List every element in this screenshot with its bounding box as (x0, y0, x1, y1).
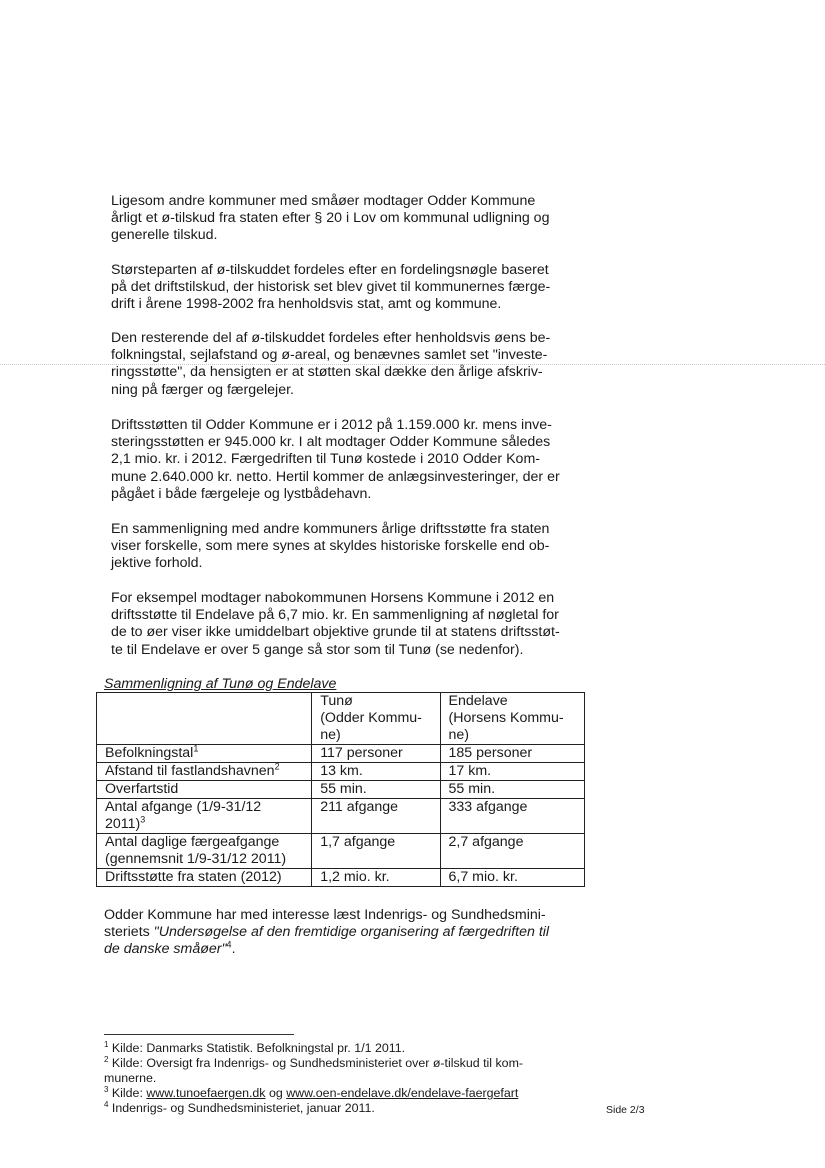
row-label: Befolkningstal (105, 745, 194, 761)
text-line: drift i årene 1998-2002 fra henholdsvis stat, amt og kommune. (111, 296, 502, 313)
footnote-number: 3 (104, 1084, 109, 1094)
table-caption: Sammenligning af Tunø og Endelave (104, 676, 337, 692)
row-label: Afstand til fastlandshavnen (105, 763, 275, 779)
header-line: (Horsens Kommu- (448, 710, 564, 726)
header-line: (Odder Kommu- (320, 710, 422, 726)
table-header-row (97, 693, 585, 745)
row-label: 2011) (105, 816, 141, 832)
footnote-text: Kilde: (108, 1086, 147, 1100)
row-label: Driftsstøtte fra staten (2012) (105, 869, 282, 885)
endelave-value-cell: 55 min. (440, 781, 584, 799)
link-tunoefaergen[interactable]: www.tunoefaergen.dk (146, 1086, 266, 1100)
text-line: viser forskelle, som mere synes at skyldes historiske forskelle end ob- (111, 538, 550, 555)
text-line (104, 941, 584, 958)
table-header-empty-cell (97, 693, 312, 745)
page-number: Side 2/3 (606, 1104, 645, 1116)
row-label: Antal afgange (1/9-31/12 (105, 799, 262, 815)
tuno-value-cell: 117 personer (312, 745, 440, 763)
text-line: steringsstøtten er 945.000 kr. I alt modtager Odder Kommune således (111, 434, 551, 451)
endelave-value-cell: 185 personer (440, 745, 584, 763)
footnote-4 (104, 1101, 564, 1116)
header-line: Endelave (448, 693, 508, 709)
text-fragment: steriets (104, 924, 154, 941)
footnotes (104, 1041, 564, 1116)
text-line: årligt et ø-tilskud fra staten efter § 20 i Lov om kommunal udligning og (111, 210, 550, 227)
footnote-text: Kilde: Oversigt fra Indenrigs- og Sundhedsministeriet over ø-tilskud til kom- (108, 1056, 524, 1070)
footnote-3 (104, 1086, 564, 1101)
text-line: driftsstøtte til Endelave på 6,7 mio. kr. En sammenligning af nøgletal for (111, 607, 559, 624)
endelave-value-cell: 333 afgange (440, 799, 584, 834)
tuno-value-cell: 211 afgange (312, 799, 440, 834)
tuno-value-cell: 1,7 afgange (312, 834, 440, 869)
text-line: ning på færger og færgelejer. (111, 381, 294, 398)
footnote-text: Indenrigs- og Sundhedsministeriet, januar 2011. (108, 1101, 375, 1115)
text-line: Driftsstøtten til Odder Kommune er i 2012 på 1.159.000 kr. mens inve- (111, 417, 552, 433)
table-header-endelave (440, 693, 584, 745)
text-line: Størsteparten af ø-tilskuddet fordeles efter en fordelingsnøgle baseret (111, 262, 549, 278)
paragraph-investment-support (111, 330, 581, 399)
text-line: Ligesom andre kommuner med småøer modtager Odder Kommune (111, 193, 536, 209)
table-row (97, 763, 585, 781)
table-row (97, 869, 585, 887)
paragraph-comparison (111, 521, 581, 573)
row-label-line2 (105, 816, 307, 833)
text-line: te til Endelave er over 5 gange så stor som til Tunø (se nedenfor). (111, 641, 524, 658)
row-label-cell (97, 869, 312, 887)
tuno-value-cell: 1,2 mio. kr. (312, 869, 440, 887)
row-label: (gennemsnit 1/9-31/12 2011) (105, 851, 287, 867)
report-title: de danske småøer" (104, 941, 227, 958)
text-line: For eksempel modtager nabokommunen Horsens Kommune i 2012 en (111, 590, 555, 606)
text-line: mune 2.640.000 kr. netto. Hertil kommer de anlægsinvesteringer, der er (111, 468, 560, 485)
paragraph-distribution-key (111, 262, 581, 314)
row-label-cell (97, 834, 312, 869)
endelave-value-cell: 17 km. (440, 763, 584, 781)
table-row (97, 799, 585, 834)
endelave-value-cell: 2,7 afgange (440, 834, 584, 869)
header-line: Tunø (320, 693, 353, 709)
footnote-text: Kilde: Danmarks Statistik. Befolkningstal pr. 1/1 2011. (108, 1041, 406, 1055)
text-line: 2,1 mio. kr. i 2012. Færgedriften til Tunø kostede i 2010 Odder Kom- (111, 451, 540, 468)
header-line: ne) (320, 727, 341, 743)
footnote-ref: 3 (140, 814, 146, 825)
row-label-cell (97, 799, 312, 834)
text-line (104, 924, 584, 941)
paragraph-operating-support (111, 417, 581, 503)
text-line: generelle tilskud. (111, 227, 218, 244)
report-title: "Undersøgelse af den fremtidige organisering af færgedriften til (153, 924, 550, 941)
footnote-1 (104, 1041, 564, 1056)
footnote-number: 1 (104, 1039, 109, 1049)
footnote-divider (104, 1034, 294, 1035)
footnote-text: og (265, 1086, 287, 1100)
text-line: folkningstal, sejlafstand og ø-areal, og benævnes samlet set "investe- (111, 347, 548, 364)
endelave-value-cell: 6,7 mio. kr. (440, 869, 584, 887)
paragraph-report-reference (104, 907, 584, 959)
row-label-cell (97, 763, 312, 781)
text-line: ringsstøtte", da hensigten er at støtten skal dække den årlige afskriv- (111, 364, 543, 381)
link-oen-endelave[interactable]: www.oen-endelave.dk/endelave-faergefart (286, 1086, 519, 1100)
row-label-cell (97, 781, 312, 799)
table-header-tuno (312, 693, 440, 745)
header-line: ne) (448, 727, 470, 743)
paragraph-example (111, 590, 581, 659)
table-row (97, 781, 585, 799)
footnote-ref: 1 (193, 743, 199, 754)
text-fragment: . (231, 941, 236, 958)
row-label: Antal daglige færgeafgange (105, 834, 280, 850)
footnote-number: 4 (104, 1099, 109, 1109)
text-line: Odder Kommune har med interesse læst Indenrigs- og Sundhedsmini- (104, 907, 546, 923)
footnote-ref: 2 (274, 761, 280, 772)
table-row (97, 834, 585, 869)
footnote-2-continued: munerne. (104, 1071, 157, 1085)
tuno-value-cell: 13 km. (312, 763, 440, 781)
row-label-cell (97, 745, 312, 763)
text-line: de to øer viser ikke umiddelbart objektive grunde til at statens driftsstøt- (111, 624, 560, 641)
text-line: på det driftstilskud, der historisk set blev givet til kommunernes færge- (111, 279, 551, 296)
footnote-ref: 4 (226, 939, 232, 950)
text-line: pågået i både færgeleje og lystbådehavn. (111, 485, 372, 502)
text-line: Den resterende del af ø-tilskuddet fordeles efter henholdsvis øens be- (111, 330, 551, 346)
footnote-2 (104, 1056, 564, 1071)
row-label: Overfartstid (105, 781, 179, 797)
text-line: jektive forhold. (111, 555, 203, 572)
table-row (97, 745, 585, 763)
paragraph-intro (111, 193, 581, 245)
text-line: En sammenligning med andre kommuners årlige driftsstøtte fra staten (111, 521, 550, 537)
tuno-value-cell: 55 min. (312, 781, 440, 799)
comparison-table (96, 692, 585, 887)
footnote-number: 2 (104, 1054, 109, 1064)
